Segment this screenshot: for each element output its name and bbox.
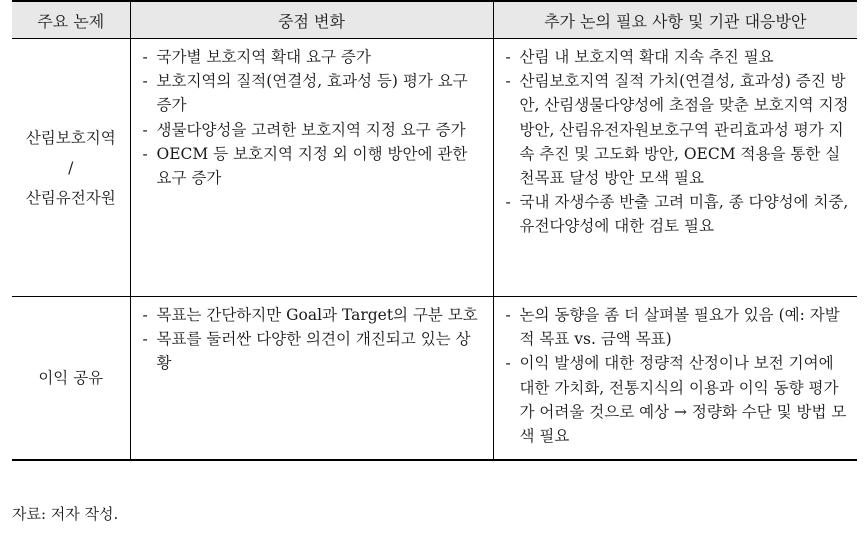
list-item bbox=[143, 118, 485, 142]
bullet-dash: - bbox=[142, 144, 148, 163]
bullet-dash: - bbox=[505, 72, 511, 91]
header-changes: 중점 변화 bbox=[130, 1, 493, 39]
topic-cell bbox=[12, 297, 130, 461]
list-item bbox=[143, 303, 485, 327]
list-item-text: 국내 자생수종 반출 고려 미흡, 종 다양성에 치중, 유전다양성에 대한 검토 필요 bbox=[519, 193, 849, 236]
list-item bbox=[506, 45, 850, 69]
list-item-text: 국가별 보호지역 확대 요구 증가 bbox=[156, 48, 371, 66]
responses-cell bbox=[493, 297, 857, 461]
list-item-text: 산림 내 보호지역 확대 지속 추진 필요 bbox=[519, 48, 774, 66]
list-item bbox=[506, 69, 850, 190]
responses-cell bbox=[493, 39, 857, 297]
changes-cell bbox=[130, 39, 493, 297]
changes-cell bbox=[130, 297, 493, 461]
bullet-dash: - bbox=[505, 193, 511, 212]
list-item-text: 산림보호지역 질적 가치(연결성, 효과성) 증진 방안, 산림생물다양성에 초점을 맞춘 보호지역 지정 방안, 산림유전자원보호구역 관리효과성 평가 지속 추진 및 고도화 방안, OECM 적용을 통한 실천목표 달성 방안 모색 필요 bbox=[519, 72, 849, 188]
header-row bbox=[12, 1, 857, 39]
responses-list bbox=[494, 297, 858, 448]
list-item-text: 이익 발생에 대한 정량적 산정이나 보전 기여에 대한 가치화, 전통지식의 이용과 이익 동향 평가가 어려울 것으로 예상 → 정량화 수단 및 방법 모색 필요 bbox=[519, 354, 847, 446]
list-item-text: 논의 동향을 좀 더 살펴볼 필요가 있음 (예: 자발적 목표 vs. 금액 목표) bbox=[519, 306, 840, 349]
list-item-text: 목표를 둘러싼 다양한 의견이 개진되고 있는 상황 bbox=[156, 330, 471, 373]
table-row bbox=[12, 39, 857, 297]
bullet-dash: - bbox=[505, 306, 511, 324]
bullet-dash: - bbox=[142, 306, 148, 324]
bullet-dash: - bbox=[505, 354, 511, 373]
list-item-text: OECM 등 보호지역 지정 외 이행 방안에 관한 요구 증가 bbox=[156, 144, 468, 188]
list-item-text: 생물다양성을 고려한 보호지역 지정 요구 증가 bbox=[156, 120, 466, 139]
header-topic: 주요 논제 bbox=[12, 1, 130, 39]
list-item bbox=[143, 327, 485, 375]
list-item bbox=[143, 69, 485, 117]
topic-line: 산림보호지역 bbox=[25, 128, 116, 147]
topic-line: 산림유전자원 bbox=[25, 188, 116, 207]
list-item bbox=[506, 190, 850, 238]
list-item-text: 보호지역의 질적(연결성, 효과성 등) 평가 요구 증가 bbox=[156, 72, 468, 115]
bullet-dash: - bbox=[142, 48, 148, 66]
changes-list bbox=[131, 297, 493, 376]
changes-list bbox=[131, 39, 493, 190]
responses-list bbox=[494, 39, 858, 239]
header-responses: 추가 논의 필요 사항 및 기관 대응방안 bbox=[493, 1, 857, 39]
list-item-text: 목표는 간단하지만 Goal과 Target의 구분 모호 bbox=[156, 306, 478, 324]
topic-cell bbox=[12, 39, 130, 297]
source-note: 자료: 저자 작성. bbox=[12, 505, 119, 523]
topic-separator: / bbox=[68, 158, 74, 177]
list-item bbox=[506, 351, 850, 448]
list-item bbox=[143, 142, 485, 190]
table-row bbox=[12, 297, 857, 461]
bullet-dash: - bbox=[142, 330, 148, 349]
bullet-dash: - bbox=[505, 48, 511, 66]
bullet-dash: - bbox=[142, 120, 148, 139]
policy-table bbox=[12, 0, 857, 461]
policy-table-container bbox=[12, 0, 857, 461]
list-item bbox=[143, 45, 485, 69]
list-item bbox=[506, 303, 850, 351]
topic-line: 이익 공유 bbox=[38, 369, 104, 387]
bullet-dash: - bbox=[142, 72, 148, 91]
